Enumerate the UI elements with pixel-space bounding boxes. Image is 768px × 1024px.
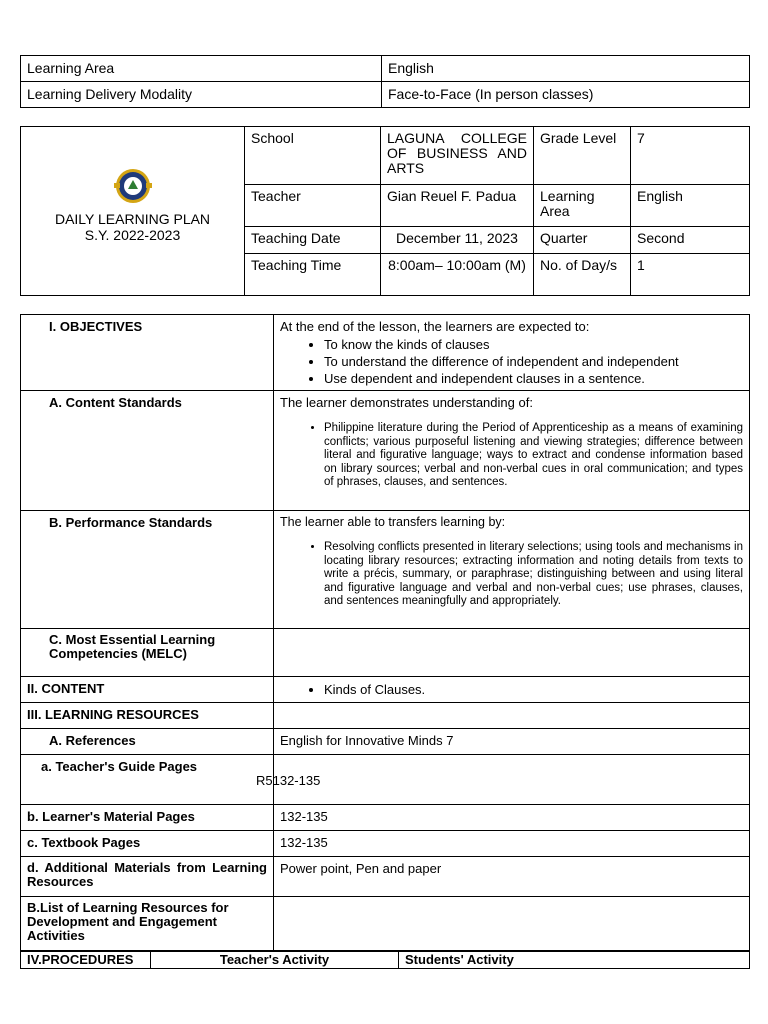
modality-value: Face-to-Face (In person classes)	[382, 82, 750, 108]
tg-value-cell	[256, 755, 750, 805]
procedures-table	[20, 951, 750, 969]
list-item: • To understand the difference of independent and independent	[324, 353, 743, 370]
header-row	[21, 82, 750, 108]
resources-label: III. LEARNING RESOURCES	[21, 703, 274, 729]
quarter-value: Second	[631, 227, 750, 254]
content-label: II. CONTENT	[21, 677, 274, 703]
list-item: • Kinds of Clauses.	[324, 681, 743, 698]
grade-value: 7	[631, 127, 750, 185]
references-label: A. References	[21, 729, 274, 755]
date-value: December 11, 2023	[381, 227, 534, 254]
list-item: • Philippine literature during the Period of Apprenticeship as a means of examining conflicts; various purposeful listening and viewing strategies; difference between literal and figurative language; ways to extract and condense information based on library sources; verbal and non-verbal cues in oral communication; and types of phrases, clauses, and sentences.	[324, 422, 743, 490]
time-label: Teaching Time	[245, 254, 381, 296]
melc-value	[274, 629, 750, 677]
learning-area-value: English	[382, 56, 750, 82]
tg-label: a. Teacher's Guide Pages	[21, 755, 274, 805]
list-item: • To know the kinds of clauses	[324, 336, 743, 353]
content-cell	[274, 677, 750, 703]
references-value: English for Innovative Minds 7	[274, 729, 750, 755]
teacher-activity-header: Teacher's Activity	[151, 952, 399, 969]
header-row	[21, 56, 750, 82]
plan-info-table	[20, 126, 750, 296]
list-resources-value	[274, 897, 750, 951]
lm-value: 132-135	[274, 805, 750, 831]
school-value: LAGUNA COLLEGE OF BUSINESS AND ARTS	[381, 127, 534, 185]
lesson-table	[20, 314, 750, 951]
performance-standards-intro: The learner able to transfers learning by:	[280, 515, 506, 529]
tb-label: c. Textbook Pages	[21, 831, 274, 857]
content-standards-label: A. Content Standards	[21, 391, 274, 511]
time-value: 8:00am– 10:00am (M)	[381, 254, 534, 296]
objectives-intro: At the end of the lesson, the learners are expected to:	[280, 319, 590, 334]
school-seal-icon	[109, 167, 157, 205]
objectives-list	[280, 336, 743, 387]
days-value: 1	[631, 254, 750, 296]
plan-title-cell	[21, 127, 245, 296]
performance-standards-cell	[274, 511, 750, 629]
objectives-label: I. OBJECTIVES	[21, 315, 274, 391]
am-value: Power point, Pen and paper	[274, 857, 750, 897]
header-table	[20, 55, 750, 108]
performance-standards-label: B. Performance Standards	[21, 511, 274, 629]
plan-title: DAILY LEARNING PLAN	[54, 211, 211, 227]
tb-value: 132-135	[274, 831, 750, 857]
am-label: d. Additional Materials from Learning Resources	[21, 857, 274, 897]
resources-empty-cell	[274, 703, 750, 729]
school-year: S.Y. 2022-2023	[84, 227, 181, 243]
modality-label: Learning Delivery Modality	[21, 82, 382, 108]
objectives-cell	[274, 315, 750, 391]
melc-label: C. Most Essential Learning Competencies (MELC)	[21, 629, 274, 677]
list-item: • Resolving conflicts presented in literary selections; using tools and mechanisms in locating library resources; extracting information and noting details from texts to write a précis, summary, or paraphrase; distinguishing between and using literal and figurative language and verbal and non-verbal cues; use phrases, clauses, and sentences meaningfully and appropriately.	[324, 541, 743, 609]
content-list	[280, 681, 743, 698]
list-item: • Use dependent and independent clauses in a sentence.	[324, 370, 743, 387]
procedures-label: IV.PROCEDURES	[21, 952, 151, 969]
grade-label: Grade Level	[534, 127, 631, 185]
learning-area-label: Learning Area	[21, 56, 382, 82]
content-standards-intro: The learner demonstrates understanding of:	[280, 395, 533, 410]
lm-label: b. Learner's Material Pages	[21, 805, 274, 831]
days-label: No. of Day/s	[534, 254, 631, 296]
tg-value: R5132-135	[256, 773, 321, 788]
quarter-label: Quarter	[534, 227, 631, 254]
content-standards-list	[280, 422, 743, 490]
area-value: English	[631, 185, 750, 227]
area-label: Learning Area	[534, 185, 631, 227]
teacher-value: Gian Reuel F. Padua	[381, 185, 534, 227]
date-label: Teaching Date	[245, 227, 381, 254]
content-standards-cell	[274, 391, 750, 511]
students-activity-header: Students' Activity	[399, 952, 750, 969]
school-label: School	[245, 127, 381, 185]
teacher-label: Teacher	[245, 185, 381, 227]
performance-standards-list	[280, 541, 743, 609]
list-resources-label: B.List of Learning Resources for Development and Engagement Activities	[21, 897, 274, 951]
